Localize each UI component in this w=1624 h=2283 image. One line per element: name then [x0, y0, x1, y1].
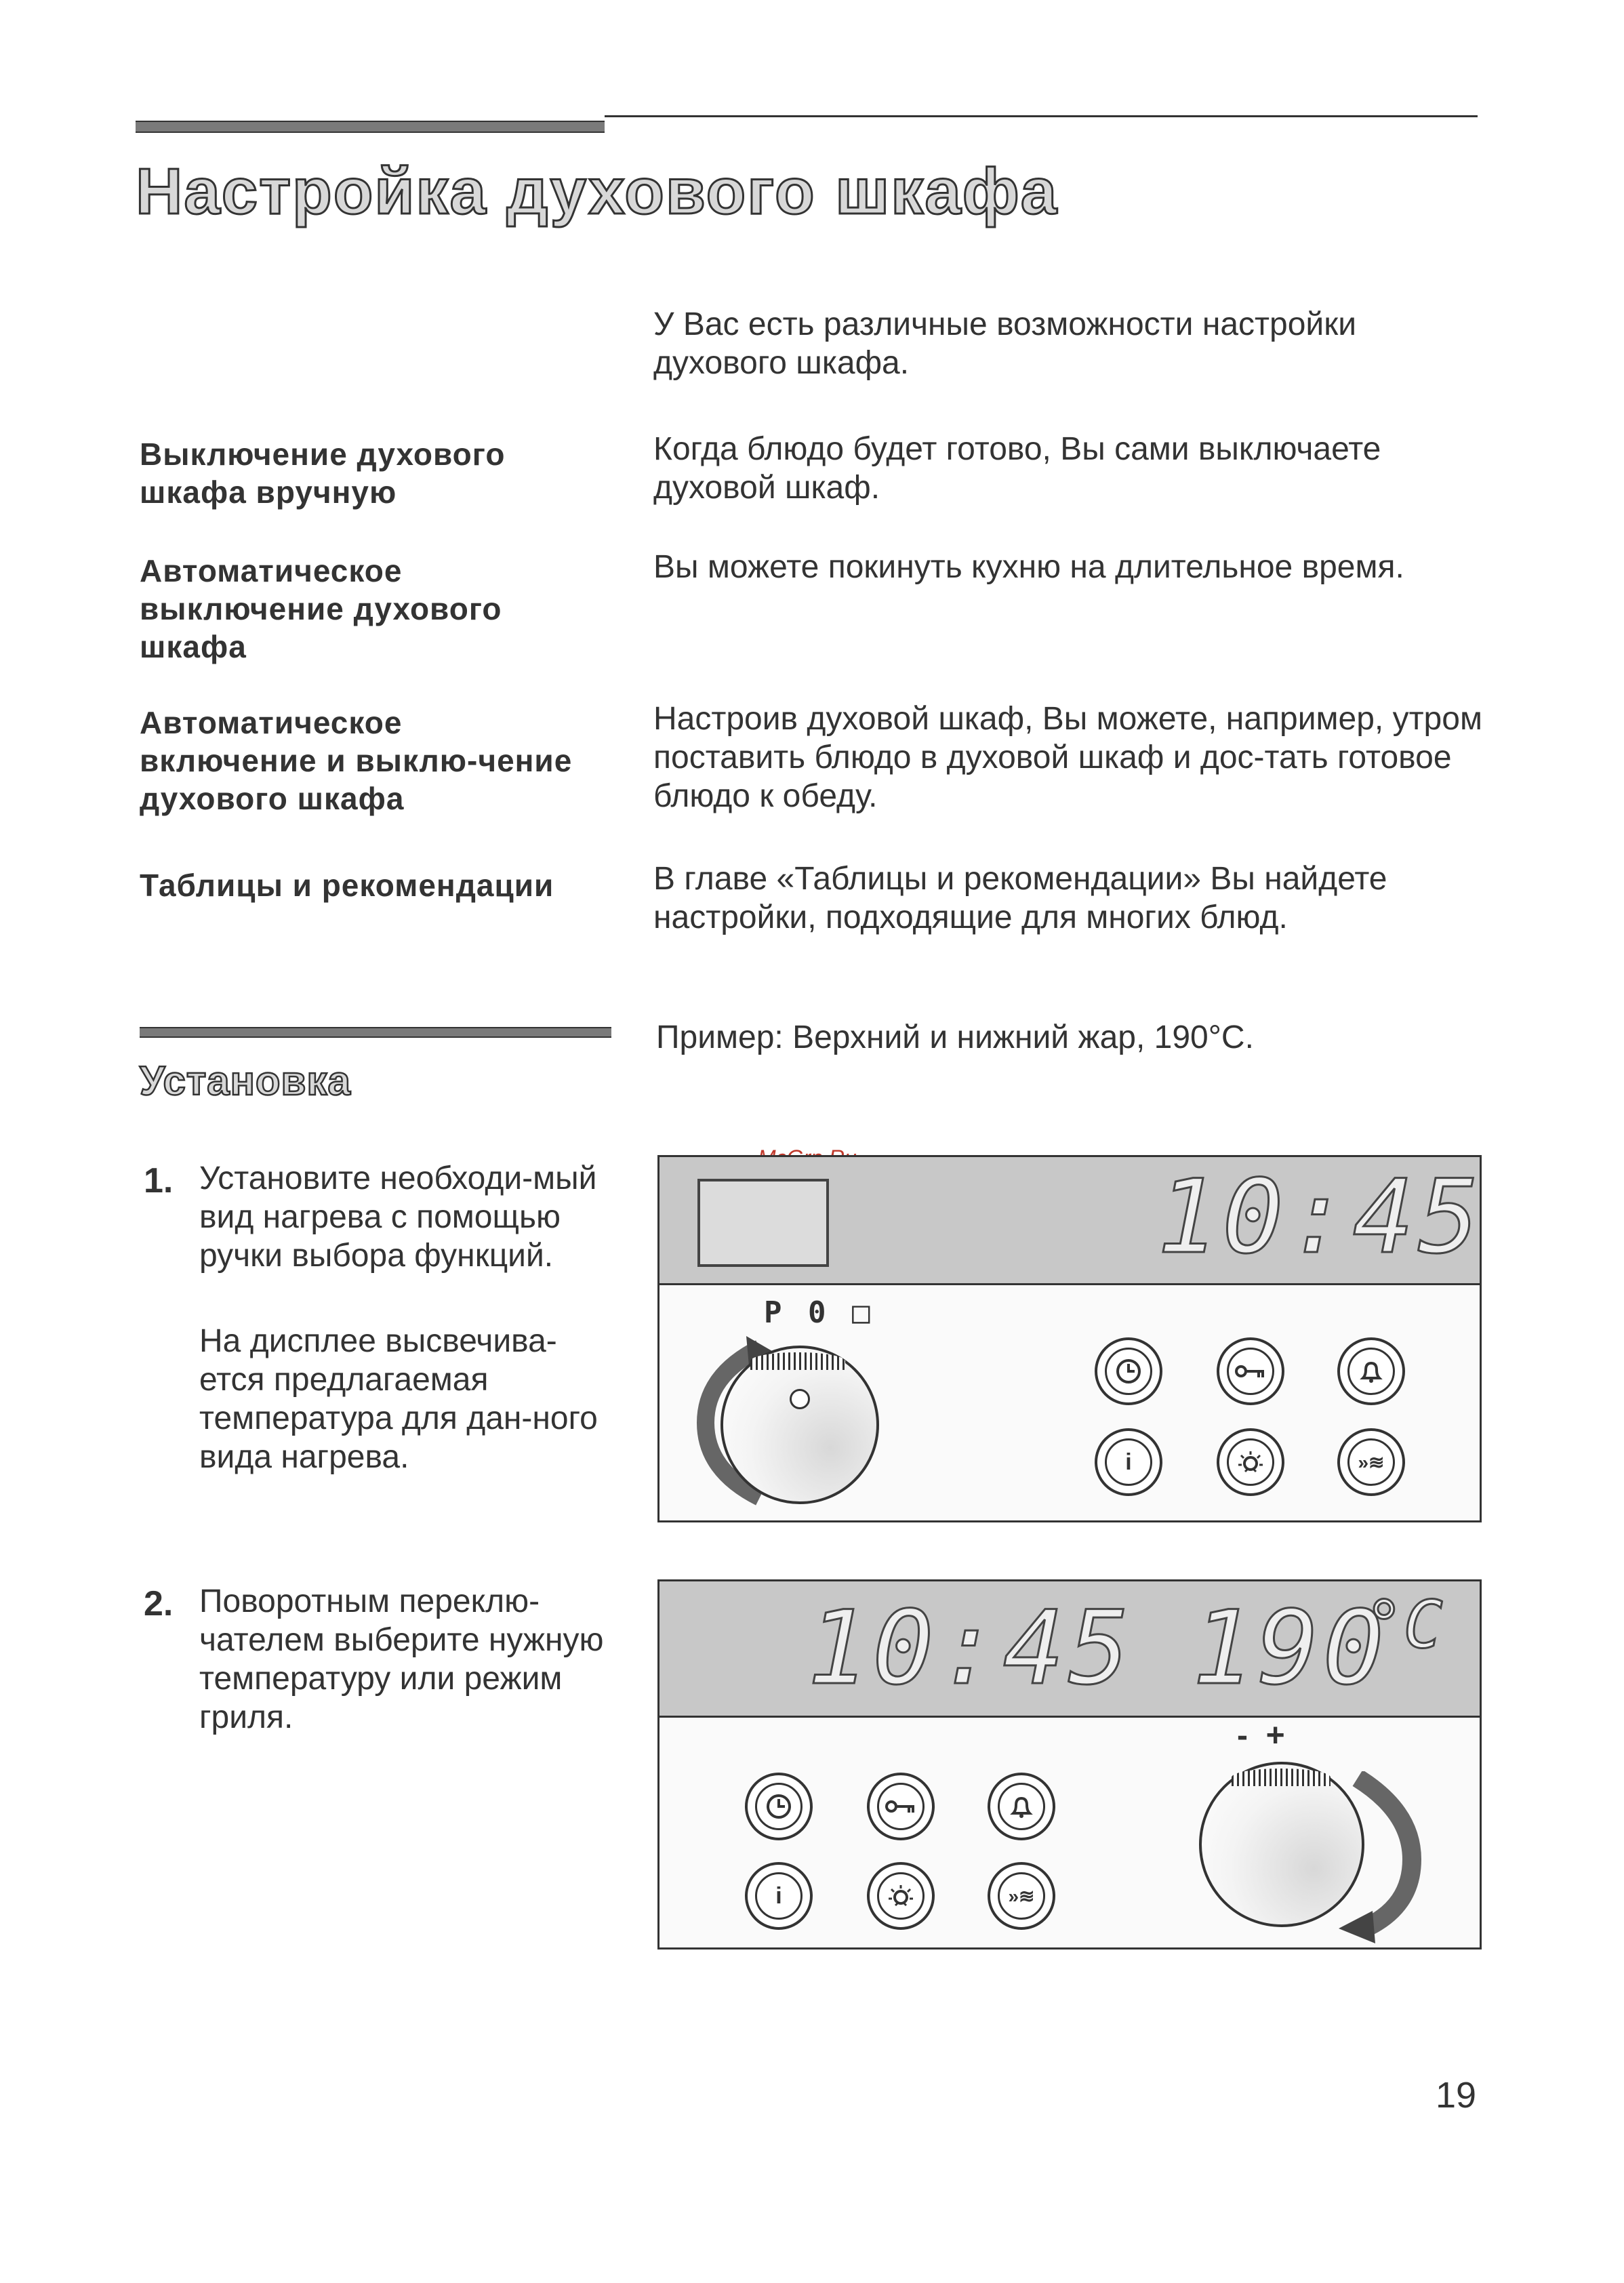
step-1-number: 1.	[144, 1161, 174, 1200]
step-2-number: 2.	[144, 1584, 174, 1623]
panel-1-display	[659, 1157, 1484, 1285]
header-rule-bar	[136, 121, 605, 133]
step-2-text: Поворотным переклю-чателем выберите нужную температуру или режим гриля.	[199, 1583, 604, 1735]
option-text-auto-on-off: Настроив духовой шкаф, Вы можете, например, утром поставить блюдо в духовой шкаф и дос-тать готовое блюдо к обеду.	[653, 701, 1482, 814]
clock-button-2[interactable]	[745, 1773, 813, 1840]
light-button[interactable]	[1217, 1428, 1284, 1496]
fast-heat-icon: »≋	[1347, 1438, 1395, 1486]
timer-bell-button[interactable]	[1337, 1337, 1405, 1405]
key-icon	[877, 1783, 925, 1830]
panel-2-temperature-unit: °C	[1364, 1587, 1443, 1663]
step-1-text: Установите необходи-мый вид нагрева с помощью ручки выбора функций.	[199, 1160, 597, 1274]
panel-2-time: 10:45	[807, 1590, 1134, 1708]
header-rule-line	[605, 115, 1478, 117]
fast-heat-button-2[interactable]	[988, 1862, 1055, 1930]
fast-heat-button[interactable]	[1337, 1428, 1405, 1496]
key-lock-button-2[interactable]	[867, 1773, 935, 1840]
intro-text: У Вас есть различные возможности настройки духового шкафа.	[653, 306, 1357, 381]
bell-icon	[1347, 1348, 1395, 1395]
page-title: Настройка духового шкафа	[136, 155, 1059, 228]
key-lock-button[interactable]	[1217, 1337, 1284, 1405]
info-button-2[interactable]	[745, 1862, 813, 1930]
setup-rule-bar	[140, 1027, 611, 1038]
page-number: 19	[1436, 2075, 1477, 2116]
function-selector-knob[interactable]	[720, 1346, 879, 1504]
control-panel-2	[657, 1579, 1482, 1949]
panel-2-display	[659, 1581, 1480, 1718]
setup-example: Пример: Верхний и нижний жар, 190°С.	[656, 1019, 1254, 1055]
panel-2-temperature: 190	[1192, 1590, 1388, 1708]
setup-title: Установка	[140, 1058, 351, 1104]
bell-icon	[998, 1783, 1045, 1830]
option-text-tables: В главе «Таблицы и рекомендации» Вы найдете настройки, подходящие для многих блюд.	[653, 861, 1387, 935]
info-button[interactable]	[1095, 1428, 1162, 1496]
temperature-knob-label: - +	[1237, 1718, 1285, 1754]
display-frame	[697, 1179, 829, 1267]
control-panel-1	[657, 1155, 1482, 1522]
panel-1-time: 10:45	[1157, 1158, 1484, 1276]
light-bulb-icon	[1227, 1438, 1274, 1486]
fast-heat-icon: »≋	[998, 1872, 1045, 1920]
timer-bell-button-2[interactable]	[988, 1773, 1055, 1840]
option-heading-auto-on-off: Автоматическое включение и выклю-чение духового шкафа	[140, 705, 573, 816]
light-button-2[interactable]	[867, 1862, 935, 1930]
clock-button[interactable]	[1095, 1337, 1162, 1405]
knob-grip	[750, 1352, 845, 1370]
function-selector-label: P 0 □	[764, 1295, 874, 1330]
rotation-arrow-icon	[1337, 1771, 1425, 1947]
option-heading-manual-off: Выключение духового шкафа вручную	[140, 437, 506, 510]
option-text-auto-off: Вы можете покинуть кухню на длительное время.	[653, 549, 1404, 585]
option-heading-auto-off: Автоматическое выключение духового шкафа	[140, 553, 502, 664]
knob-grip	[1232, 1769, 1331, 1786]
info-icon: i	[755, 1872, 803, 1920]
clock-icon	[755, 1783, 803, 1830]
option-text-manual-off: Когда блюдо будет готово, Вы сами выключаете духовой шкаф.	[653, 431, 1381, 506]
clock-icon	[1105, 1348, 1152, 1395]
knob-indicator-dot	[790, 1389, 810, 1409]
step-1-note: На дисплее высвечива-ется предлагаемая температура для дан-ного вида нагрева.	[199, 1323, 598, 1475]
key-icon	[1227, 1348, 1274, 1395]
light-bulb-icon	[877, 1872, 925, 1920]
option-heading-tables: Таблицы и рекомендации	[140, 868, 554, 903]
info-icon: i	[1105, 1438, 1152, 1486]
